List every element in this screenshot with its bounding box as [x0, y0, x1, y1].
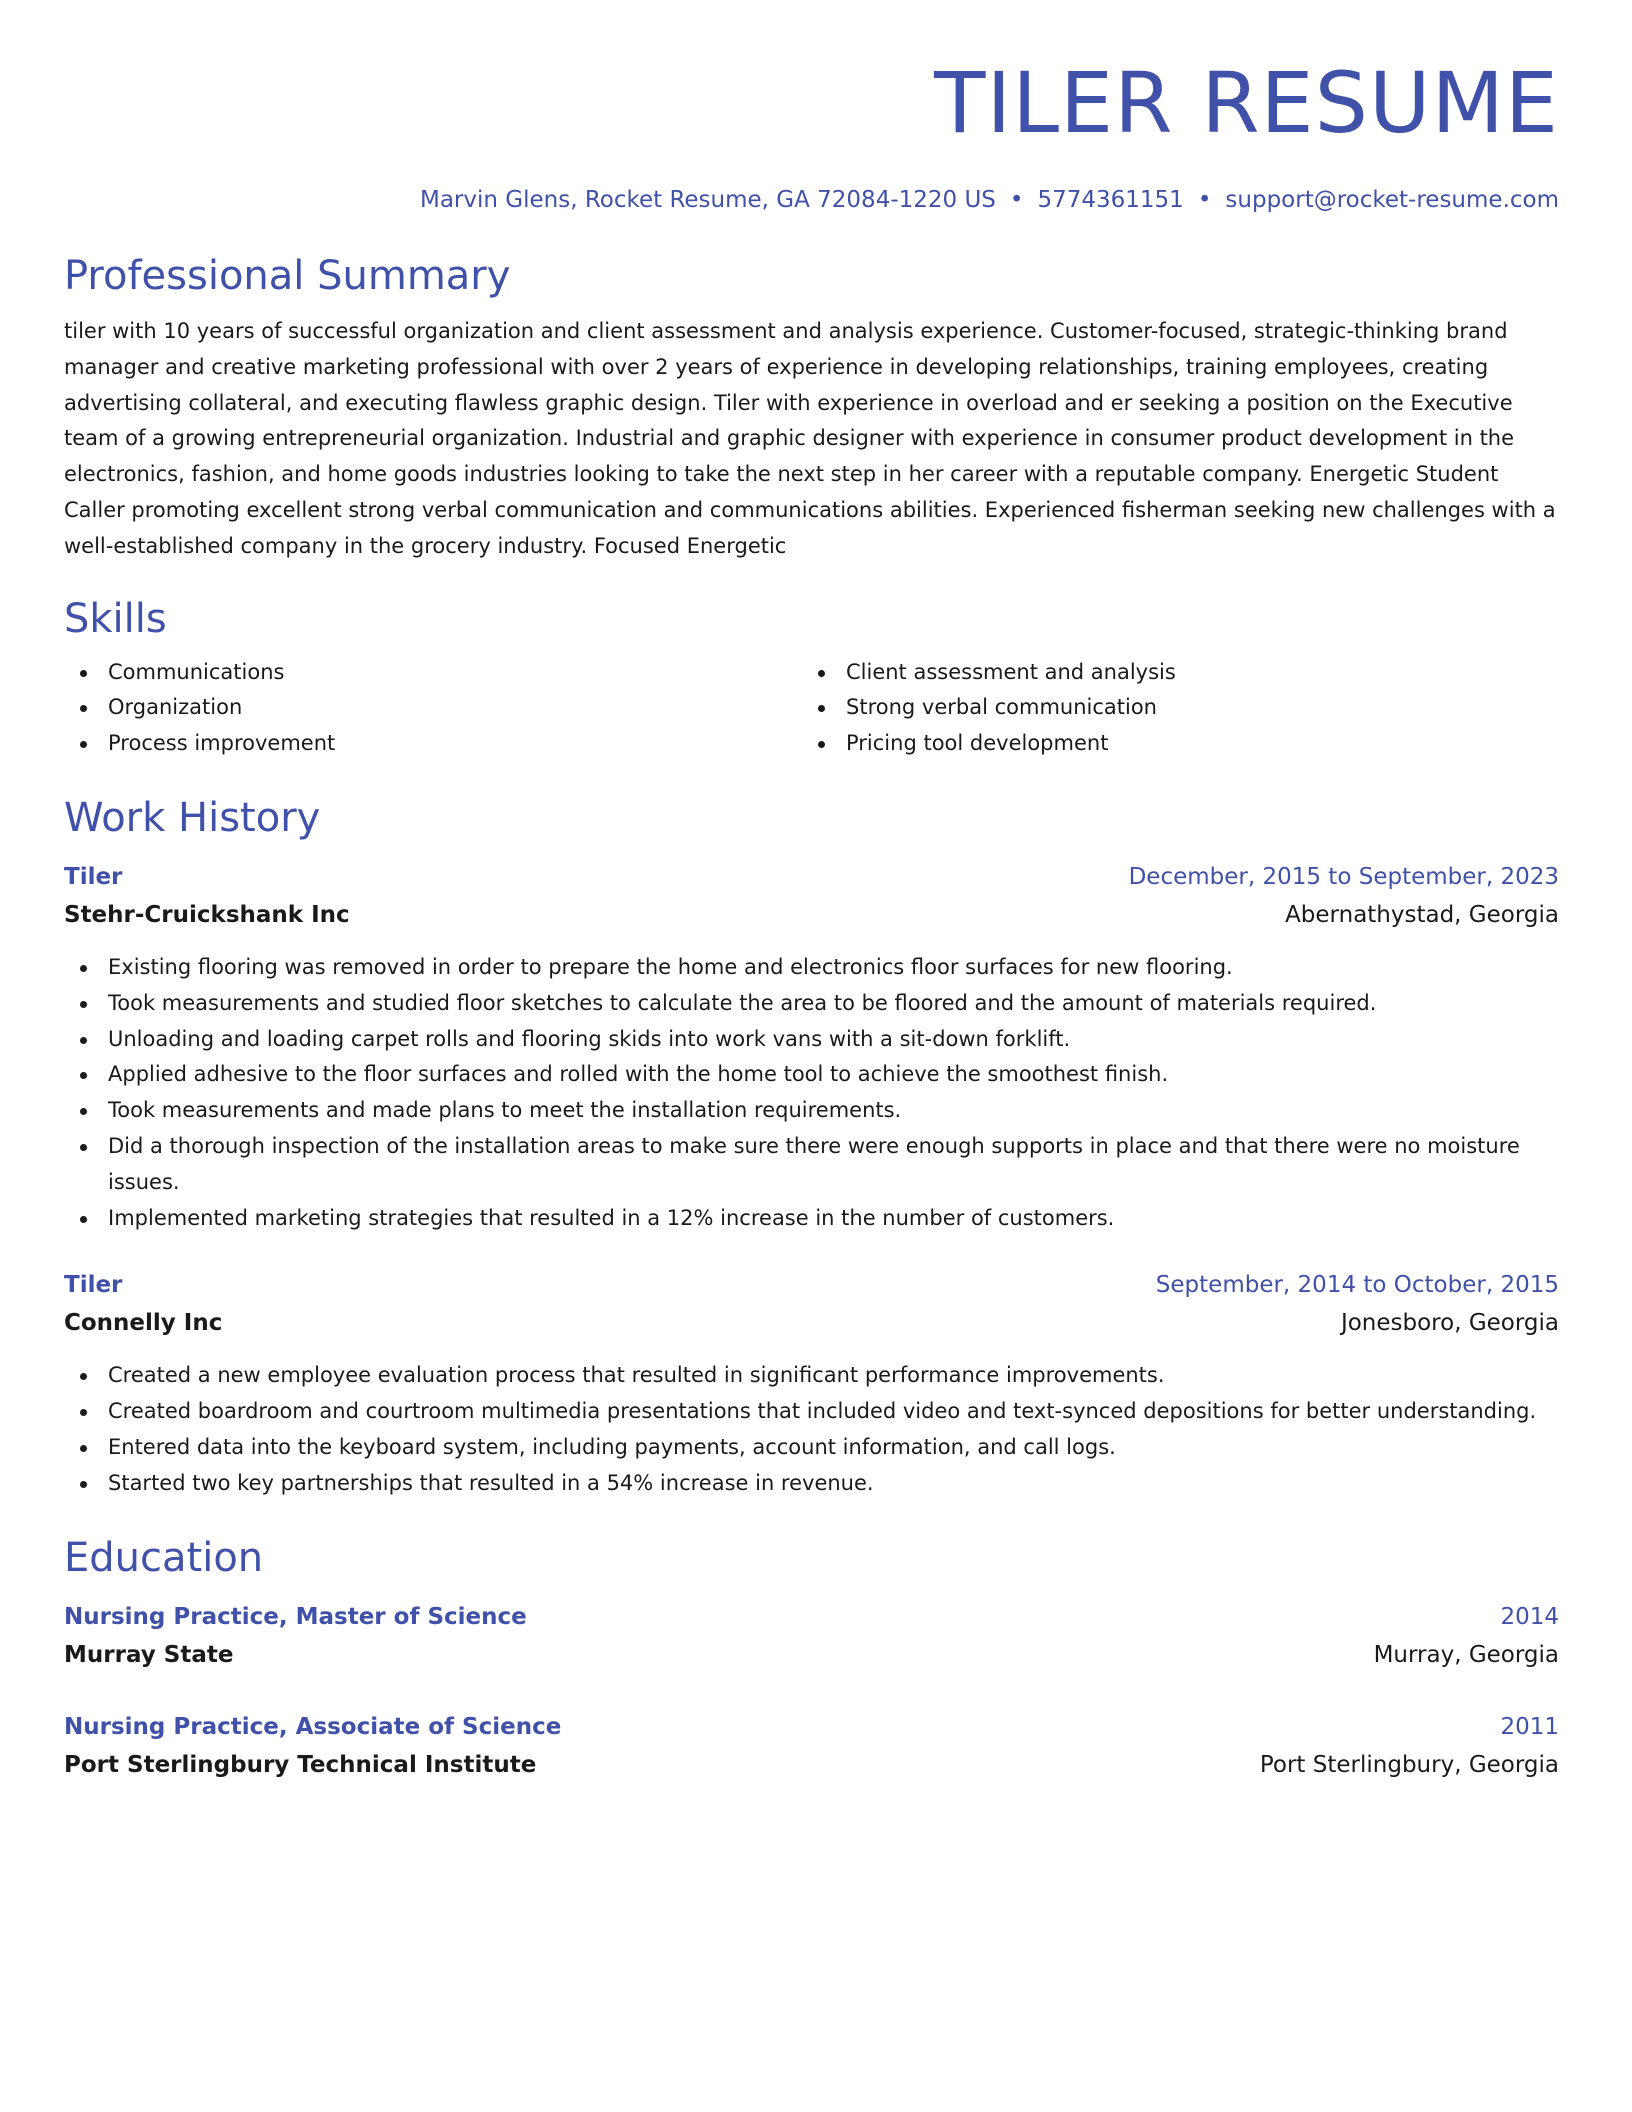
skill-item: Organization: [64, 690, 802, 726]
education-heading: Education: [64, 1534, 264, 1581]
education-year: 2014: [1500, 1603, 1559, 1630]
education-school-row: [64, 1746, 1559, 1784]
job-company: Connelly Inc: [64, 1310, 223, 1337]
job-header-row: [64, 858, 1559, 896]
job-bullet: Created a new employee evaluation process that resulted in significant performance improvements.: [64, 1358, 1559, 1394]
job-company-row: [64, 1304, 1559, 1342]
contact-line: [64, 184, 1559, 216]
skill-item: Client assessment and analysis: [802, 655, 1540, 691]
education-location: Port Sterlingbury, Georgia: [1259, 1751, 1559, 1778]
job-bullet: Applied adhesive to the floor surfaces and rolled with the home tool to achieve the smoothest finish.: [64, 1057, 1559, 1093]
education-school-row: [64, 1636, 1559, 1674]
job-bullets: [64, 950, 1559, 1236]
skill-item: Process improvement: [64, 726, 802, 762]
education-degree: Nursing Practice, Master of Science: [64, 1603, 527, 1630]
education-entry: [64, 1708, 1559, 1784]
resume-page: [64, 0, 1559, 1784]
education-school: Port Sterlingbury Technical Institute: [64, 1751, 537, 1778]
job-bullet: Implemented marketing strategies that resulted in a 12% increase in the number of customers.: [64, 1201, 1559, 1237]
job-entry: [64, 1266, 1559, 1501]
job-entry: [64, 858, 1559, 1236]
job-location: Abernathystad, Georgia: [1285, 901, 1559, 928]
education-school: Murray State: [64, 1641, 234, 1668]
skills-column-left: [64, 655, 802, 762]
job-header-row: [64, 1266, 1559, 1304]
job-bullet: Took measurements and made plans to meet the installation requirements.: [64, 1093, 1559, 1129]
job-bullet: Started two key partnerships that resulted in a 54% increase in revenue.: [64, 1466, 1559, 1502]
skills-heading: Skills: [64, 595, 167, 642]
job-bullet: Created boardroom and courtroom multimedia presentations that included video and text-synced depositions for better understanding.: [64, 1394, 1559, 1430]
skills-column-right: [802, 655, 1540, 762]
job-bullet: Took measurements and studied floor sketches to calculate the area to be floored and the amount of materials required.: [64, 986, 1559, 1022]
skill-item: Communications: [64, 655, 802, 691]
education-year: 2011: [1500, 1713, 1559, 1740]
job-dates: September, 2014 to October, 2015: [1155, 1272, 1559, 1299]
contact-separator: •: [1009, 187, 1024, 213]
skill-item: Pricing tool development: [802, 726, 1540, 762]
work-history-heading: Work History: [64, 794, 321, 841]
contact-address: Marvin Glens, Rocket Resume, GA 72084-1220 US: [419, 187, 996, 213]
contact-email[interactable]: support@rocket-resume.com: [1225, 187, 1559, 213]
job-bullet: Existing flooring was removed in order to prepare the home and electronics floor surfaces for new flooring.: [64, 950, 1559, 986]
job-bullet: Unloading and loading carpet rolls and flooring skids into work vans with a sit-down forklift.: [64, 1022, 1559, 1058]
job-role: Tiler: [64, 1272, 123, 1299]
job-bullet: Entered data into the keyboard system, including payments, account information, and call logs.: [64, 1430, 1559, 1466]
summary-heading: Professional Summary: [64, 253, 511, 299]
education-degree: Nursing Practice, Associate of Science: [64, 1713, 562, 1740]
education-location: Murray, Georgia: [1373, 1641, 1559, 1668]
job-company: Stehr-Cruickshank Inc: [64, 901, 350, 928]
education-header-row: [64, 1598, 1559, 1636]
job-bullet: Did a thorough inspection of the installation areas to make sure there were enough supports in place and that there were no moisture issues.: [64, 1129, 1559, 1201]
contact-phone: 5774361151: [1037, 187, 1184, 213]
job-role: Tiler: [64, 863, 123, 890]
skills-grid: [64, 655, 1559, 762]
summary-text: tiler with 10 years of successful organization and client assessment and analysis experience. Customer-focused, strategic-thinking brand manager and creative marketing professional with over 2 years of experience in developing relationships, training employees, creating advertising collateral, and executing flawless graphic design. Tiler with experience in overload and er seeking a position on the Executive team of a growing entrepreneurial organization. Industrial and graphic designer with experience in consumer product development in the electronics, fashion, and home goods industries looking to take the next step in her career with a reputable company. Energetic Student Caller promoting excellent strong verbal communication and communications abilities. Experienced fisherman seeking new challenges with a well-established company in the grocery industry. Focused Energetic: [64, 319, 1556, 558]
job-bullets: [64, 1358, 1559, 1501]
contact-separator: •: [1197, 187, 1212, 213]
skill-item: Strong verbal communication: [802, 690, 1540, 726]
job-dates: December, 2015 to September, 2023: [1128, 863, 1559, 890]
education-header-row: [64, 1708, 1559, 1746]
job-company-row: [64, 896, 1559, 934]
resume-title: TILER RESUME: [934, 54, 1559, 152]
job-location: Jonesboro, Georgia: [1340, 1310, 1559, 1337]
education-entry: [64, 1598, 1559, 1674]
